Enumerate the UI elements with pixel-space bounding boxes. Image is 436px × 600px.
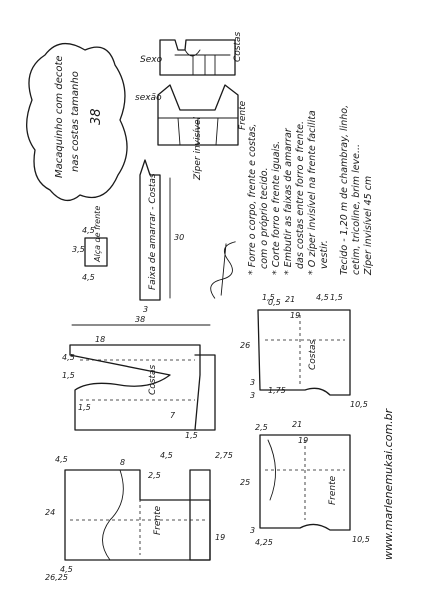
materials-line-0: Tecido - 1,20 m de chambray, linho, [339,104,350,275]
top-back-dim-4: 1,5 [62,371,75,380]
top-front-dim-1: 8 [120,458,126,467]
top-back-dim-3: 7 [170,411,176,420]
materials-line-1: cetim, tricoline, brim leve... [351,143,362,275]
instruction-line-0: * Forre o corpo, frente e costas, [247,123,258,275]
sketch-zipper-label: Zíper invisível [193,116,203,180]
short-back-dim-5: 4,5 [316,293,329,302]
short-back-dim-10: 1,75 [268,386,286,395]
instruction-line-1: com o próprio tecido. [259,167,270,269]
piece-short-back [240,293,368,409]
website-block [382,407,395,560]
sketch-front-label: Frente [238,100,248,130]
top-back-dim-1: 18 [95,335,106,344]
short-back-dim-1: 21 [285,295,296,304]
piece-top-front [45,451,233,582]
short-back-dim-6: 1,5 [330,293,343,302]
top-front-dim-2: 2,5 [148,471,161,480]
title-line2: nas costas tamanho [70,71,81,172]
short-front-label: Frente [328,475,338,505]
short-front-dim-5: 10,5 [352,535,370,544]
short-back-dim-0: 26 [240,341,251,350]
piece-top-back [62,315,215,440]
top-front-dim-3: 19 [215,533,226,542]
short-front-dim-6: 4,25 [255,538,273,547]
instruction-line-3: * Embutir as faixas de amarrar [283,128,294,275]
top-front-dim-6: 4,5 [160,451,173,460]
sketch-back-label: Costas [233,31,243,62]
strap-length: 30 [174,233,185,242]
sketch-front [135,85,248,181]
top-back-dim-2: 1,5 [78,403,91,412]
facing-w: 3,5 [72,245,85,254]
sketch-back [140,31,243,75]
top-front-dim-4: 4,5 [55,455,68,464]
strap-piece [140,160,184,314]
short-front-dim-2: 19 [298,436,309,445]
title-size: 38 [89,108,104,125]
short-front-dim-1: 21 [292,420,303,429]
short-front-dim-4: 2,5 [255,423,268,432]
strap-label: Faixa de amarrar - Costas [148,173,158,290]
short-back-dim-2: 19 [290,311,301,320]
top-front-dim-8: 4,5 [60,565,73,574]
top-front-dim-0: 24 [45,508,56,517]
title-block [27,44,127,201]
instructions-block [247,105,374,276]
top-back-dim-0: 38 [135,315,146,324]
short-front-dim-0: 25 [240,478,251,487]
instruction-line-6: vestir. [319,240,330,269]
short-back-dim-8: 3 [250,378,256,387]
short-back-dim-9: 10,5 [350,400,368,409]
facing-label: Alça de frente [93,205,102,262]
signature [207,239,242,301]
top-front-label: Frente [153,505,163,535]
top-front-dim-7: 26,25 [45,573,68,582]
short-front-dim-3: 3 [250,526,256,535]
top-back-label: Costas [148,364,158,395]
top-back-dim-5: 4,5 [62,353,75,362]
short-back-label: Costas [308,339,318,370]
title-line1: Macaquinho com decote [54,55,65,178]
piece-short-front [240,420,370,547]
strap-width: 3 [143,305,149,314]
website-text: www.marlenemukai.com.br [382,408,395,560]
short-back-dim-3: 3 [250,391,256,400]
instruction-line-5: * O zíper invisível na frente facilita [307,110,318,275]
instruction-line-4: das costas entre forro e frente. [295,120,306,269]
short-back-dim-7: 0,5 [268,298,281,307]
materials-line-2: Zíper invisível 45 cm [363,175,374,275]
facing-h2: 4,5 [82,273,95,282]
facing-piece [72,206,107,282]
top-front-dim-5: 2,75 [215,451,233,460]
instruction-line-2: * Corte forro e frente iguais. [271,140,282,275]
sketch-seam-label: Sexo [140,55,163,65]
short-back-dim-4: 1,5 [262,293,275,302]
sketch-front-seam: sexão [135,93,162,103]
facing-h1: 4,5 [82,226,95,235]
top-back-dim-6: 1,5 [185,431,198,440]
